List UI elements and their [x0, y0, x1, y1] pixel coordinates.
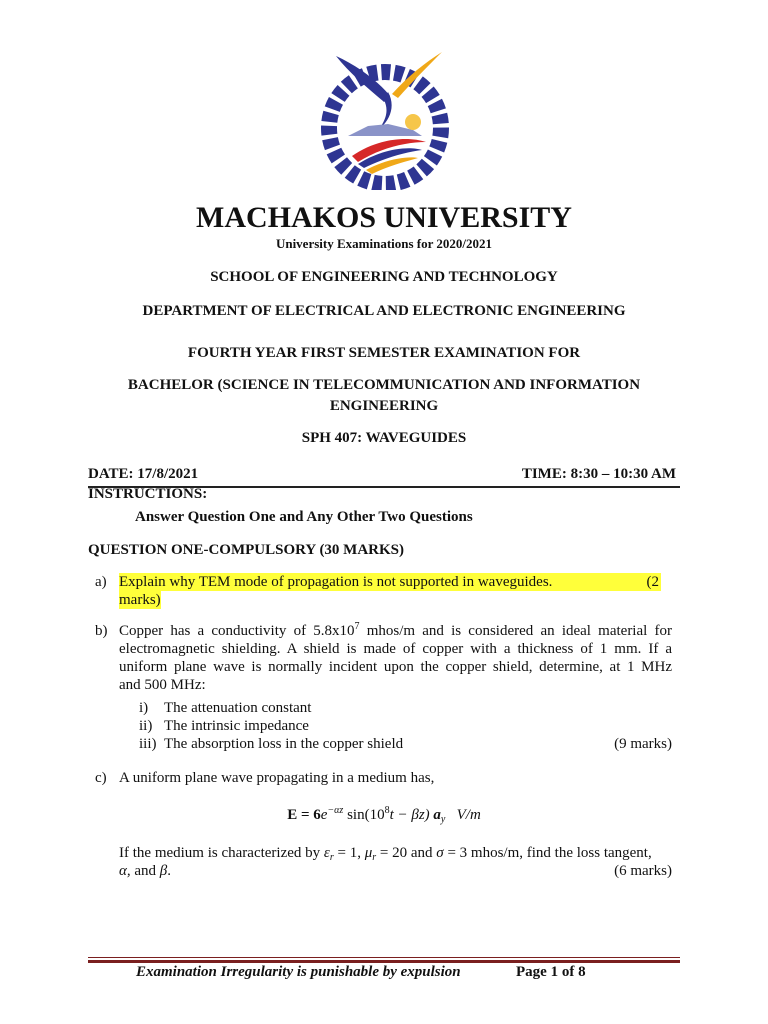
part-a-question: Explain why TEM mode of propagation is not supported in waveguides.	[119, 574, 553, 590]
exam-date: DATE: 17/8/2021	[88, 466, 199, 482]
department-name: DEPARTMENT OF ELECTRICAL AND ELECTRONIC ENGINEERING	[142, 303, 626, 319]
list-item: The attenuation constant	[164, 700, 312, 716]
part-b-text: mhos/m and is considered an ideal material for	[359, 623, 672, 639]
part-b-label: b)	[95, 623, 108, 639]
list-num: iii)	[139, 736, 157, 752]
symbol: μ	[364, 845, 373, 861]
part-c-intro: A uniform plane wave propagating in a medium has,	[119, 770, 435, 786]
eq-part: E	[287, 807, 298, 823]
list-num: ii)	[139, 718, 153, 734]
symbol: r	[329, 852, 334, 863]
eq-part: y	[440, 814, 446, 825]
part-a-marks-2: marks)	[119, 592, 161, 608]
text: .	[167, 863, 172, 879]
exponent: 7	[354, 621, 360, 632]
part-a-text	[119, 573, 661, 591]
eq-part: V/m	[456, 807, 481, 823]
text: = 20 and	[376, 845, 437, 861]
school-name: SCHOOL OF ENGINEERING AND TECHNOLOGY	[210, 269, 558, 285]
footer-rule-thin	[88, 957, 680, 958]
part-c-label: c)	[95, 770, 107, 786]
course-title: SPH 407: WAVEGUIDES	[301, 430, 467, 446]
part-b-line-2: electromagnetic shielding. A shield is made of copper with a thickness of 1 mm. If a	[119, 641, 672, 657]
text: and	[130, 863, 160, 879]
instructions-label: INSTRUCTIONS:	[88, 486, 208, 502]
eq-part: e	[320, 807, 328, 823]
part-b-text: Copper has a conductivity of 5.8x10	[119, 623, 355, 639]
programme-line-2: ENGINEERING	[329, 398, 439, 414]
instructions-text: Answer Question One and Any Other Two Questions	[135, 509, 473, 525]
eq-part: sin(10	[343, 807, 385, 823]
eq-part: a	[433, 807, 441, 823]
question-one-title: QUESTION ONE-COMPULSORY (30 MARKS)	[88, 542, 405, 558]
part-c-marks: (6 marks)	[614, 863, 672, 879]
eq-part: 8	[384, 805, 390, 816]
part-c-line-2	[119, 862, 171, 880]
exam-session: University Examinations for 2020/2021	[275, 236, 493, 251]
part-a-marks-1: (2	[646, 574, 659, 590]
list-num: i)	[139, 700, 149, 716]
symbol: σ	[436, 845, 444, 861]
eq-part: −αz	[327, 805, 344, 816]
part-b-line-1	[119, 622, 672, 640]
exam-time: TIME: 8:30 – 10:30 AM	[521, 466, 676, 482]
footer-note: Examination Irregularity is punishable by expulsion	[136, 964, 461, 980]
text: If the medium is characterized by	[119, 845, 324, 861]
part-c-line-1	[119, 844, 652, 862]
symbol: β	[159, 863, 168, 879]
eq-part: = 6	[297, 807, 321, 823]
list-item: The intrinsic impedance	[164, 718, 309, 734]
wave-equation	[0, 806, 768, 824]
text: = 3 mhos/m, find the loss tangent,	[443, 845, 652, 861]
part-b-marks: (9 marks)	[614, 736, 672, 752]
part-b-line-3: uniform plane wave is normally incident upon the copper shield, determine, at 1 MHz	[119, 659, 672, 675]
symbol: α,	[119, 863, 131, 879]
symbol: r	[372, 852, 377, 863]
programme-line-1: BACHELOR (SCIENCE IN TELECOMMUNICATION AND INFORMATION	[127, 377, 641, 393]
list-item: The absorption loss in the copper shield	[164, 736, 404, 752]
symbol: ε	[323, 845, 330, 861]
eq-part: t − βz)	[389, 807, 434, 823]
exam-title: FOURTH YEAR FIRST SEMESTER EXAMINATION FOR	[187, 345, 581, 361]
part-a-label: a)	[95, 574, 107, 590]
university-name: MACHAKOS UNIVERSITY	[196, 201, 572, 234]
university-logo	[318, 26, 452, 190]
part-b-line-4: and 500 MHz:	[119, 677, 206, 693]
text: = 1,	[333, 845, 365, 861]
page-number: Page 1 of 8	[516, 964, 586, 980]
